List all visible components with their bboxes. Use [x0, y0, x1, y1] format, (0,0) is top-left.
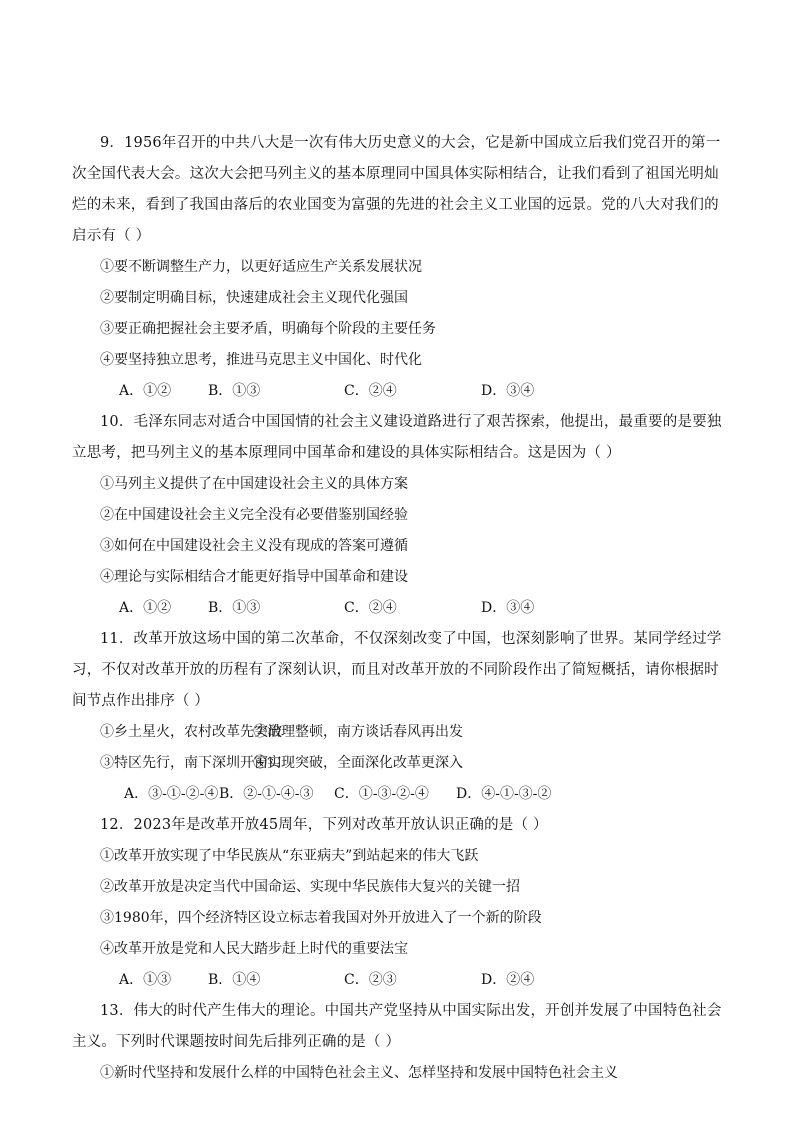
statement-4: ④实现突破，全面深化改革更深入 — [253, 755, 463, 771]
statement-2: ②要制定明确目标，快速建成社会主义现代化强国 — [100, 290, 408, 306]
question-stem: 11．改革开放这场中国的第二次革命，不仅深刻改变了中国，也深刻影响了世界。某同学经过学习，不仅对改革开放的历程有了深刻认识，而且对改革开放的不同阶段作出了简短概括，请你根据时间节点作出排序（ ） — [72, 631, 722, 709]
question-stem: 12．2023年是改革开放45周年，下列对改革开放认识正确的是（ ） — [100, 817, 548, 833]
answer-d[interactable]: D．④-①-③-② — [456, 786, 552, 802]
statement-1: ①马列主义提供了在中国建设社会主义的具体方案 — [100, 476, 408, 492]
statement-3: ③要正确把握社会主要矛盾，明确每个阶段的主要任务 — [100, 321, 436, 337]
statement-4: ④理论与实际相结合才能更好指导中国革命和建设 — [100, 569, 408, 585]
answer-a[interactable]: A．③-①-②-④ — [124, 786, 219, 802]
statement-row-2 — [72, 748, 722, 779]
question-9 — [72, 128, 722, 407]
statement-1: ①新时代坚持和发展什么样的中国特色社会主义、怎样坚持和发展中国特色社会主义 — [100, 1065, 618, 1081]
answer-b[interactable]: B．①③ — [208, 383, 261, 399]
answer-c[interactable]: C．②④ — [344, 600, 397, 616]
answer-b[interactable]: B．①④ — [208, 972, 261, 988]
statement-row-1 — [72, 717, 722, 748]
answer-b[interactable]: B．①③ — [208, 600, 261, 616]
answer-a[interactable]: A．①② — [119, 600, 172, 616]
answer-b[interactable]: B．②-①-④-③ — [219, 786, 314, 802]
statement-1: ①乡土星火，农村改革先突破 — [100, 724, 282, 740]
question-stem: 9．1956年召开的中共八大是一次有伟大历史意义的大会，它是新中国成立后我们党召开的第一次全国代表大会。这次大会把马列主义的基本原理同中国具体实际相结合，让我们看到了祖国光明灿烂的未来，看到了我国由落后的农业国变为富强的先进的社会主义工业国的远景。党的八大对我们的启示有（ ） — [72, 135, 721, 244]
statement-3: ③如何在中国建设社会主义没有现成的答案可遵循 — [100, 538, 408, 554]
answer-a[interactable]: A．①② — [119, 383, 172, 399]
question-list — [72, 128, 722, 1089]
answer-c[interactable]: C．②③ — [344, 972, 397, 988]
statement-3: ③1980年，四个经济特区设立标志着我国对外开放进入了一个新的阶段 — [100, 910, 542, 926]
statement-2: ②治理整顿，南方谈话春风再出发 — [253, 724, 463, 740]
statement-3: ③特区先行，南下深圳开窗口 — [100, 755, 282, 771]
answer-d[interactable]: D．③④ — [481, 383, 535, 399]
statement-4: ④改革开放是党和人民大踏步赶上时代的重要法宝 — [100, 941, 408, 957]
answer-choices — [72, 593, 722, 624]
question-11 — [72, 624, 722, 810]
answer-choices — [72, 965, 722, 996]
statement-2: ②在中国建设社会主义完全没有必要借鉴别国经验 — [100, 507, 408, 523]
answer-a[interactable]: A．①③ — [119, 972, 172, 988]
question-12 — [72, 810, 722, 996]
answer-c[interactable]: C．①-③-②-④ — [334, 786, 429, 802]
answer-choices — [72, 376, 722, 407]
question-stem: 10．毛泽东同志对适合中国国情的社会主义建设道路进行了艰苦探索，他提出，最重要的是要独立思考，把马列主义的基本原理同中国革命和建设的具体实际相结合。这是因为（ ） — [72, 414, 722, 461]
question-stem: 13．伟大的时代产生伟大的理论。中国共产党坚持从中国实际出发，开创并发展了中国特色社会主义。下列时代课题按时间先后排列正确的是（ ） — [72, 1003, 722, 1050]
statement-2: ②改革开放是决定当代中国命运、实现中华民族伟大复兴的关键一招 — [100, 879, 520, 895]
answer-d[interactable]: D．③④ — [481, 600, 535, 616]
question-13 — [72, 996, 722, 1089]
answer-choices — [72, 779, 722, 810]
statement-4: ④要坚持独立思考，推进马克思主义中国化、时代化 — [100, 352, 422, 368]
answer-c[interactable]: C．②④ — [344, 383, 397, 399]
question-10 — [72, 407, 722, 624]
statement-1: ①改革开放实现了中华民族从“东亚病夫”到站起来的伟大飞跃 — [100, 848, 479, 864]
statement-1: ①要不断调整生产力，以更好适应生产关系发展状况 — [100, 259, 422, 275]
answer-d[interactable]: D．②④ — [481, 972, 535, 988]
